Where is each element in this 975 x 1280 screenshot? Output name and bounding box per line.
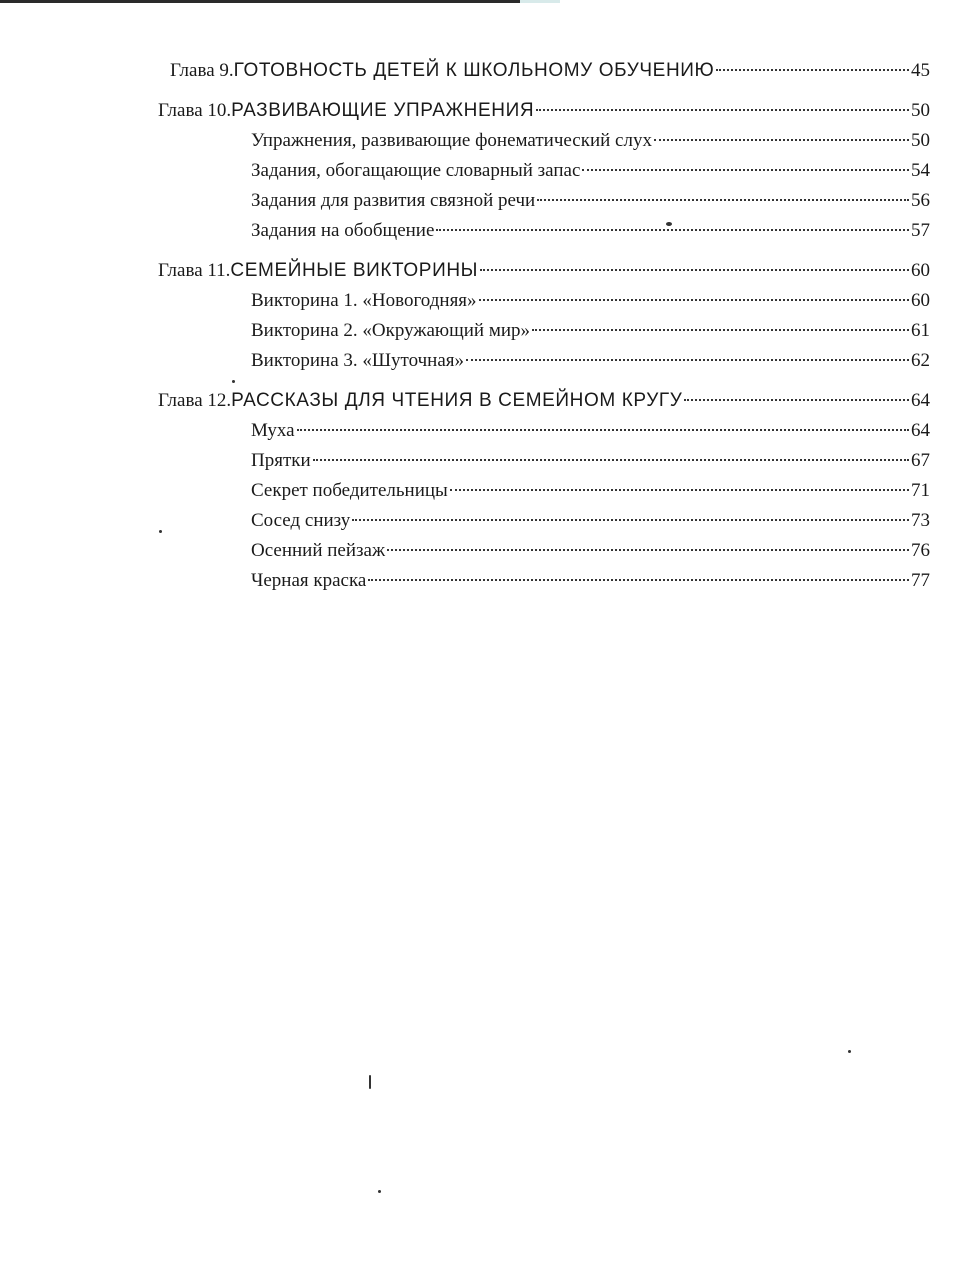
entry-title: Секрет победительницы xyxy=(251,480,448,501)
scan-speck xyxy=(369,1075,371,1089)
dot-leader xyxy=(582,169,909,171)
dot-leader xyxy=(480,269,909,271)
dot-leader xyxy=(297,429,909,431)
page-number: 50 xyxy=(911,100,930,121)
chapter-title: РАЗВИВАЮЩИЕ УПРАЖНЕНИЯ xyxy=(231,100,535,121)
toc-entry xyxy=(158,216,930,246)
dot-leader xyxy=(684,399,909,401)
page-top-edge xyxy=(0,0,560,3)
table-of-contents xyxy=(158,56,930,596)
chapter-prefix: Глава 10. xyxy=(158,100,232,121)
chapter-title: ГОТОВНОСТЬ ДЕТЕЙ К ШКОЛЬНОМУ ОБУЧЕНИЮ xyxy=(233,60,715,81)
page-number: 56 xyxy=(911,190,930,211)
dot-leader xyxy=(654,139,909,141)
page-number: 64 xyxy=(911,420,930,441)
entry-title: Черная краска xyxy=(251,570,367,591)
entry-title: Сосед снизу xyxy=(251,510,351,531)
toc-entry xyxy=(158,316,930,346)
toc-entry xyxy=(158,286,930,316)
page-number: 50 xyxy=(911,130,930,151)
scan-speck xyxy=(232,380,235,383)
toc-entry xyxy=(158,186,930,216)
page-number: 76 xyxy=(911,540,930,561)
toc-entry xyxy=(158,506,930,536)
page-number: 71 xyxy=(911,480,930,501)
dot-leader xyxy=(532,329,909,331)
page-number: 60 xyxy=(911,290,930,311)
scan-speck xyxy=(666,222,672,226)
entry-title: Упражнения, развивающие фонематический слух xyxy=(251,130,652,151)
entry-title: Осенний пейзаж xyxy=(251,540,386,561)
page-number: 77 xyxy=(911,570,930,591)
page-number: 57 xyxy=(911,220,930,241)
toc-entry xyxy=(158,476,930,506)
dot-leader xyxy=(368,579,909,581)
chapter-title: СЕМЕЙНЫЕ ВИКТОРИНЫ xyxy=(230,260,479,281)
scan-speck xyxy=(848,1050,851,1053)
toc-chapter-10 xyxy=(158,96,930,126)
entry-title: Задания для развития связной речи xyxy=(251,190,536,211)
dot-leader xyxy=(537,199,909,201)
toc-entry xyxy=(158,566,930,596)
entry-title: Викторина 2. «Окружающий мир» xyxy=(251,320,531,341)
entry-title: Прятки xyxy=(251,450,311,471)
chapter-prefix: Глава 9. xyxy=(170,60,234,81)
page-top-edge-tint xyxy=(520,0,560,3)
dot-leader xyxy=(352,519,909,521)
toc-entry xyxy=(158,126,930,156)
page-number: 62 xyxy=(911,350,930,371)
toc-entry xyxy=(158,536,930,566)
toc-chapter-12 xyxy=(158,386,930,416)
dot-leader xyxy=(536,109,909,111)
toc-chapter-9 xyxy=(158,56,930,86)
dot-leader xyxy=(450,489,909,491)
entry-title: Викторина 3. «Шуточная» xyxy=(251,350,465,371)
scan-speck xyxy=(159,530,162,533)
entry-title: Муха xyxy=(251,420,295,441)
page-number: 54 xyxy=(911,160,930,181)
toc-entry xyxy=(158,446,930,476)
entry-title: Викторина 1. «Новогодняя» xyxy=(251,290,477,311)
toc-entry xyxy=(158,416,930,446)
toc-chapter-11 xyxy=(158,256,930,286)
dot-leader xyxy=(436,229,909,231)
page-number: 61 xyxy=(911,320,930,341)
dot-leader xyxy=(387,549,909,551)
entry-title: Задания на обобщение xyxy=(251,220,435,241)
dot-leader xyxy=(716,69,909,71)
toc-entry xyxy=(158,156,930,186)
page-number: 73 xyxy=(911,510,930,531)
dot-leader xyxy=(466,359,909,361)
dot-leader xyxy=(313,459,909,461)
page-number: 45 xyxy=(911,60,930,81)
chapter-prefix: Глава 12. xyxy=(158,390,232,411)
page-number: 67 xyxy=(911,450,930,471)
scan-speck xyxy=(378,1190,381,1193)
toc-entry xyxy=(158,346,930,376)
chapter-title: РАССКАЗЫ ДЛЯ ЧТЕНИЯ В СЕМЕЙНОМ КРУГУ xyxy=(231,390,683,411)
page-number: 64 xyxy=(911,390,930,411)
dot-leader xyxy=(479,299,909,301)
chapter-prefix: Глава 11. xyxy=(158,260,231,281)
entry-title: Задания, обогащающие словарный запас xyxy=(251,160,581,181)
page-number: 60 xyxy=(911,260,930,281)
